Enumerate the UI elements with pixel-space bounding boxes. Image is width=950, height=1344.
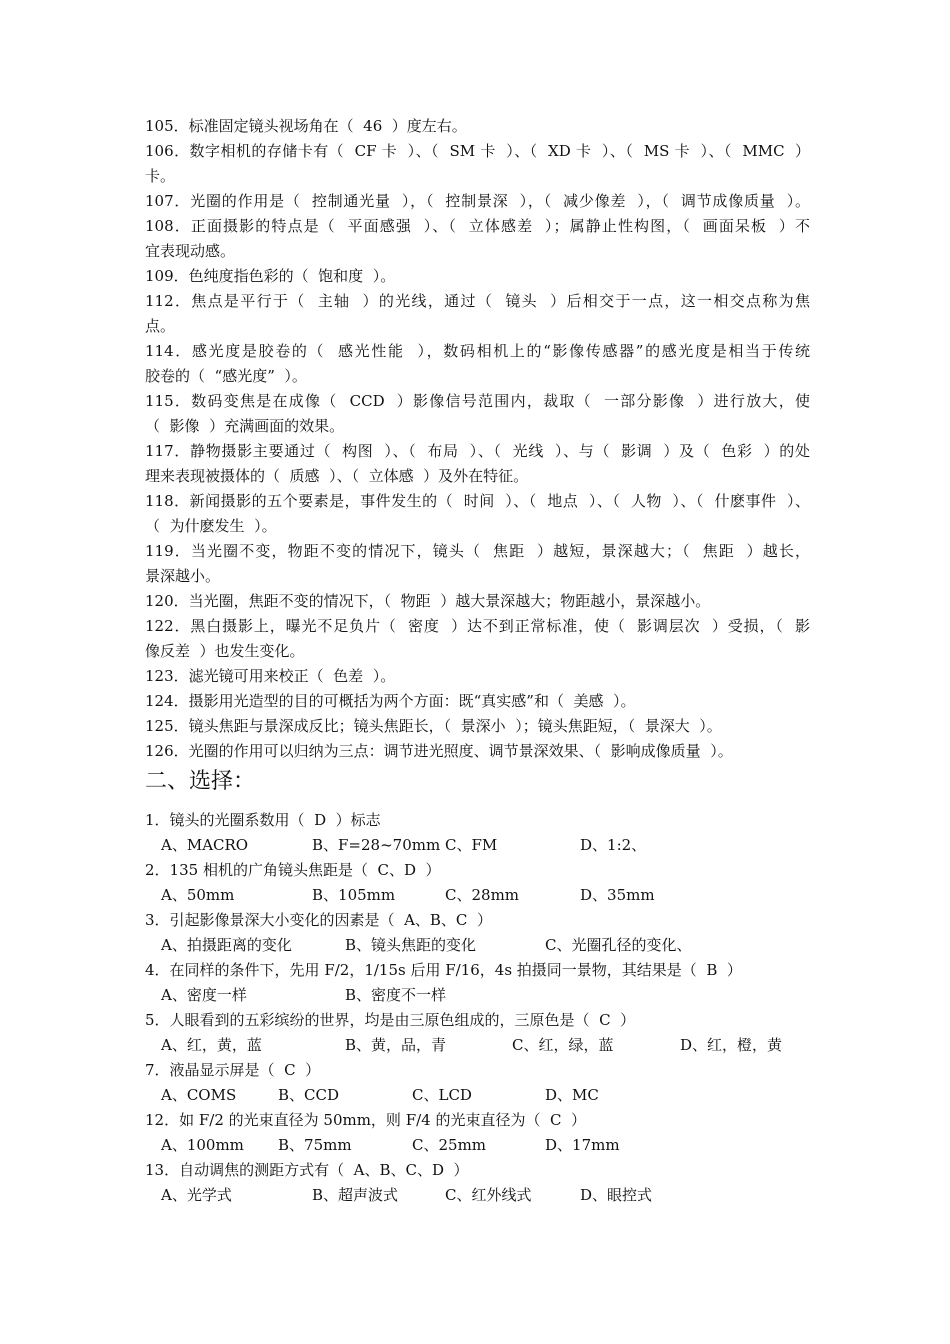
option-row bbox=[145, 1083, 810, 1108]
option-item: C、28mm bbox=[445, 886, 520, 904]
option-item: D、35mm bbox=[580, 886, 655, 904]
fill-in-line: 118．新闻摄影的五个要素是，事件发生的（ 时间 ）、（ 地点 ）、（ 人物 ）、（ 什麽事件 ）、 bbox=[145, 492, 810, 510]
choice-section bbox=[145, 808, 810, 1208]
question-text: 12．如 F/2 的光束直径为 50mm，则 F/4 的光束直径为（ C ） bbox=[145, 1111, 587, 1129]
fill-in-line: 125．镜头焦距与景深成反比；镜头焦距长，（ 景深小 ）；镜头焦距短，（ 景深大 ）。 bbox=[145, 717, 722, 735]
fill-in-line: 点。 bbox=[145, 317, 176, 335]
fill-in-line: 105．标准固定镜头视场角在（ 46 ）度左右。 bbox=[145, 117, 467, 135]
option-item: B、F=28~70mm bbox=[312, 836, 441, 854]
question-text: 1．镜头的光圈系数用（ D ）标志 bbox=[145, 811, 381, 829]
question-text: 13．自动调焦的测距方式有（ A、B、C、D ） bbox=[145, 1161, 469, 1179]
option-item: B、75mm bbox=[278, 1136, 352, 1154]
option-item: D、红，橙，黄 bbox=[680, 1036, 783, 1054]
fill-in-line: 卡。 bbox=[145, 167, 176, 185]
option-row bbox=[145, 933, 810, 958]
option-row bbox=[145, 1133, 810, 1158]
fill-in-line: 107．光圈的作用是（ 控制通光量 ），（ 控制景深 ），（ 减少像差 ），（ 调节成像质量 ）。 bbox=[145, 192, 810, 210]
fill-in-line: 114．感光度是胶卷的（ 感光性能 ），数码相机上的“影像传感器”的感光度是相当于传统 bbox=[145, 342, 810, 360]
fill-in-line: 120．当光圈，焦距不变的情况下，（ 物距 ）越大景深越大；物距越小，景深越小。 bbox=[145, 592, 711, 610]
question-text: 5．人眼看到的五彩缤纷的世界，均是由三原色组成的，三原色是（ C ） bbox=[145, 1011, 636, 1029]
fill-in-line: （ 影像 ）充满画面的效果。 bbox=[145, 417, 345, 435]
question-text: 4．在同样的条件下，先用 F/2，1/15s 后用 F/16，4s 拍摄同一景物，其结果是（ B ） bbox=[145, 961, 742, 979]
fill-in-line: 像反差 ）也发生变化。 bbox=[145, 642, 305, 660]
question-text: 3．引起影像景深大小变化的因素是（ A、B、C ） bbox=[145, 911, 492, 929]
option-item: B、105mm bbox=[312, 886, 396, 904]
fill-in-line: 112．焦点是平行于（ 主轴 ）的光线，通过（ 镜头 ）后相交于一点，这一相交点称为焦 bbox=[145, 292, 810, 310]
option-item: C、25mm bbox=[412, 1136, 487, 1154]
option-item: B、密度不一样 bbox=[345, 986, 447, 1004]
fill-in-line: 109．色纯度指色彩的（ 饱和度 ）。 bbox=[145, 267, 396, 285]
option-item: A、50mm bbox=[161, 886, 235, 904]
option-item: D、17mm bbox=[545, 1136, 620, 1154]
option-row bbox=[145, 1183, 810, 1208]
option-item: A、100mm bbox=[161, 1136, 244, 1154]
option-item: A、光学式 bbox=[161, 1186, 232, 1204]
option-item: D、MC bbox=[545, 1086, 599, 1104]
option-item: A、COMS bbox=[161, 1086, 237, 1104]
fill-in-line: 119．当光圈不变，物距不变的情况下，镜头（ 焦距 ）越短，景深越大；（ 焦距 ）越长， bbox=[145, 542, 810, 560]
fill-in-line: 胶卷的（ “感光度” ）。 bbox=[145, 367, 307, 385]
option-item: B、黄，品，青 bbox=[345, 1036, 447, 1054]
option-item: B、镜头焦距的变化 bbox=[345, 936, 477, 954]
document-content bbox=[145, 114, 810, 1208]
option-row bbox=[145, 983, 810, 1008]
fill-in-line: 122．黑白摄影上，曝光不足负片（ 密度 ）达不到正常标准，使（ 影调层次 ）受损，（ 影 bbox=[145, 617, 810, 635]
fill-in-line: 景深越小。 bbox=[145, 567, 221, 585]
option-item: D、眼控式 bbox=[580, 1186, 653, 1204]
option-item: D、1:2、 bbox=[580, 836, 647, 854]
option-item: C、红外线式 bbox=[445, 1186, 532, 1204]
question-text: 7．液晶显示屏是（ C ） bbox=[145, 1061, 321, 1079]
option-row bbox=[145, 833, 810, 858]
fill-in-section bbox=[145, 114, 810, 764]
option-item: C、光圈孔径的变化、 bbox=[545, 936, 692, 954]
option-row bbox=[145, 1033, 810, 1058]
option-item: A、MACRO bbox=[161, 836, 249, 854]
section-heading: 二、选择： bbox=[145, 769, 256, 794]
option-item: C、FM bbox=[445, 836, 498, 854]
fill-in-line: 106．数字相机的存储卡有（ CF 卡 ）、（ SM 卡 ）、（ XD 卡 ）、（ MS 卡 ）、（ MMC ） bbox=[145, 142, 810, 160]
option-item: A、红，黄，蓝 bbox=[161, 1036, 262, 1054]
fill-in-line: 124．摄影用光造型的目的可概括为两个方面：既“真实感”和（ 美感 ）。 bbox=[145, 692, 636, 710]
option-item: B、CCD bbox=[278, 1086, 340, 1104]
option-item: A、拍摄距离的变化 bbox=[161, 936, 292, 954]
option-item: A、密度一样 bbox=[161, 986, 247, 1004]
fill-in-line: 117．静物摄影主要通过（ 构图 ）、（ 布局 ）、（ 光线 ）、与（ 影调 ）及（ 色彩 ）的处 bbox=[145, 442, 810, 460]
option-item: C、LCD bbox=[412, 1086, 472, 1104]
fill-in-line: 108．正面摄影的特点是（ 平面感强 ）、（ 立体感差 ）；属静止性构图，（ 画面呆板 ）不 bbox=[145, 217, 810, 235]
option-item: B、超声波式 bbox=[312, 1186, 399, 1204]
fill-in-line: 126．光圈的作用可以归纳为三点：调节进光照度、调节景深效果、（ 影响成像质量 ）。 bbox=[145, 742, 733, 760]
option-row bbox=[145, 883, 810, 908]
fill-in-line: 理来表现被摄体的（ 质感 ）、（ 立体感 ）及外在特征。 bbox=[145, 467, 529, 485]
fill-in-line: 115．数码变焦是在成像（ CCD ）影像信号范围内，裁取（ 一部分影像 ）进行放大，使 bbox=[145, 392, 810, 410]
fill-in-line: （ 为什麽发生 ）。 bbox=[145, 517, 277, 535]
question-text: 2．135 相机的广角镜头焦距是（ C、D ） bbox=[145, 861, 441, 879]
fill-in-line: 宜表现动感。 bbox=[145, 242, 236, 260]
option-item: C、红，绿，蓝 bbox=[512, 1036, 614, 1054]
fill-in-line: 123．滤光镜可用来校正（ 色差 ）。 bbox=[145, 667, 396, 685]
